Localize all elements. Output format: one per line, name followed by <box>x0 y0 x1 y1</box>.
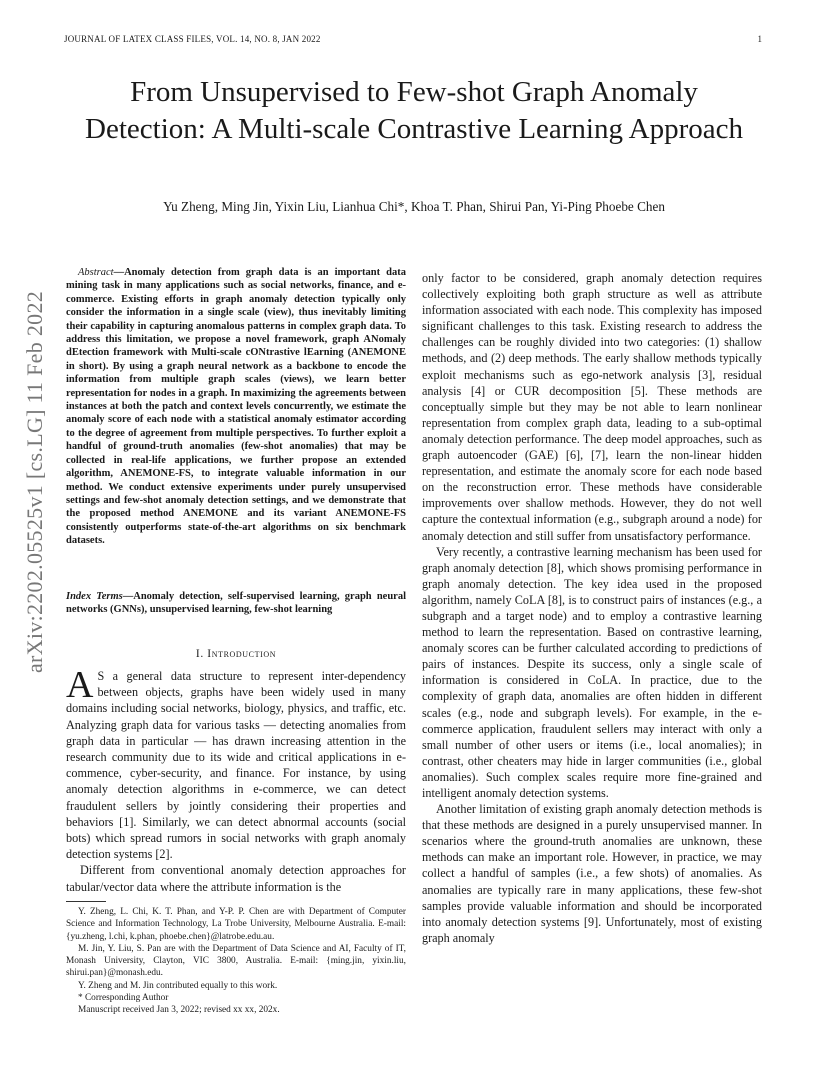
section-number: I. <box>195 648 204 660</box>
footnotes <box>66 906 406 1017</box>
body-paragraph-1: only factor to be considered, graph anomaly detection requires collectively exploiting both graph structure as well as attribute information associated with each node. This complexity has imposed significant challenges to this task. Existing research to address the challenges can be roughly divided into two categories: (1) shallow methods, and (2) deep methods. The early shallow methods typically exploit mechanisms such as ego-network analysis [3], residual analysis [4] or CUR decomposition [5]. These methods are conceptually simple but they may be not able to learn nonlinear representation from complex graph data, leading to a sub-optimal anomaly detection performance. The deep model approaches, such as graph autoencoder (GAE) [6], [7], learn the non-linear hidden representation, and estimate the anomaly score for each node based on the reconstruction error. These methods have considerable improvements over shallow methods. However, they do not well capture the contextual information (e.g., subgraph around a node) for anomaly detection and still suffer from unsatisfactory performance. <box>422 271 762 543</box>
footnote-rule <box>66 901 106 902</box>
footnote-corresponding-author: * Corresponding Author <box>78 993 169 1004</box>
paper-title: From Unsupervised to Few-shot Graph Anomaly Detection: A Multi-scale Contrastive Learning Approach <box>85 76 743 145</box>
footnote-affiliation-2: M. Jin, Y. Liu, S. Pan are with the Department of Data Science and AI, Faculty of IT, Monash University, Clayton, VIC 3800, Australia. E-mail: {ming.jin, yixin.liu, shirui.pan}@monash.edu. <box>66 943 406 979</box>
running-header: JOURNAL OF LATEX CLASS FILES, VOL. 14, NO. 8, JAN 2022 <box>64 34 321 44</box>
index-terms-label: Index Terms <box>66 591 123 602</box>
body-paragraph-3: Another limitation of existing graph anomaly detection methods is that these methods are designed in a purely unsupervised manner. In scenarios where the ground-truth anomalies are unknown, these methods can make an important role. However, in practice, we may collect a handful of samples (i.e., a few shots) of anomalies. As anomalies are typically rare in many applications, these few-shot samples provide valuable information and should be incorporated into anomaly detection systems [9]. Unfortunately, most of existing graph anomaly <box>422 802 762 945</box>
abstract-label: Abstract <box>78 267 114 278</box>
footnote-equal-contribution: Y. Zheng and M. Jin contributed equally to this work. <box>78 980 278 991</box>
abstract-text: —Anomaly detection from graph data is an important data mining task in many applications such as social networks, finance, and e-commerce. Existing efforts in graph anomaly detection typically only consider the information in a single scale (view), thus inevitably limiting their capability in capturing anomalous patterns in complex graph data. To address this limitation, we propose a novel framework, graph ANomaly dEtection framework with Multi-scale cONtrastive lEarning (ANEMONE in short). By using a graph neural network as a backbone to encode the information from multiple graph scales (views), we learn better representation for nodes in a graph. In maximizing the agreements between instances at both the patch and context levels concurrently, we estimate the anomaly score of each node with a statistical anomaly estimator according to the degree of agreement from multiple perspectives. To further exploit a handful of ground-truth anomalies (few-shot anomalies) that may be collected in real-life applications, we further propose an extended algorithm, ANEMONE-FS, to integrate valuable information in our method. We conduct extensive experiments under purely unsupervised settings and few-shot anomaly detection settings, and we demonstrate that the proposed method ANEMONE and its variant ANEMONE-FS consistently outperforms state-of-the-art algorithms on six benchmark datasets. <box>66 267 406 547</box>
arxiv-sidebar-stamp <box>20 286 50 678</box>
section-title: Introduction <box>207 648 277 660</box>
right-column-text <box>422 270 762 946</box>
abstract <box>66 266 406 548</box>
intro-paragraph-1: S a general data structure to represent inter-dependency between objects, graphs have been widely used in many domains including social networks, biology, physics, and traffic, etc. Analyzing graph data for various tasks — detecting anomalies from graph data in particular — has drawn increasing attention in the research community due to its wide and critical applications in e-commence, cyber-security, and finance. For instance, by using anomaly detection algorithms in e-commerce, we can detect fraudulent sellers by jointly considering their properties and behaviors [1]. Similarly, we can detect abnormal accounts (social bots) which spread rumors in social networks with graph anomaly detection systems [2]. <box>66 669 406 862</box>
footnote-manuscript-dates: Manuscript received Jan 3, 2022; revised xx xx, 202x. <box>78 1005 280 1016</box>
arxiv-id: arXiv:2202.05525v1 [cs.LG] 11 Feb 2022 <box>22 290 47 674</box>
index-terms <box>66 590 406 617</box>
index-terms-text: —Anomaly detection, self-supervised learning, graph neural networks (GNNs), unsupervised learning, few-shot learning <box>66 591 406 616</box>
section-heading <box>66 648 406 660</box>
footnote-affiliation-1: Y. Zheng, L. Chi, K. T. Phan, and Y-P. P. Chen are with Department of Computer Science and Information Technology, La Trobe University, Melbourne Australia. E-mail: {yu.zheng, l.chi, k.phan, phoebe.chen}@latrobe.edu.au. <box>66 907 406 942</box>
page-number: 1 <box>757 34 762 44</box>
body-paragraph-2: Very recently, a contrastive learning mechanism has been used for graph anomaly detection [8], which shows promising performance in graph anomaly detection. The key idea used in the proposed algorithm, namely CoLA [8], is to construct pairs of instances (e.g., a subgraph and a target node) and to employ a contrastive learning method to learn the representation. Based on contrastive learning, anomaly scores can be further calculated according to predictions of pairs of instances. Despite its success, only a single scale of information is considered in CoLA. In practice, due to the complexity of graph data, anomalies are often hidden in different scales (e.g., node and subgraph levels). For example, in the e-commerce application, fraudulent sellers may interact with only a small number of other users or items (i.e., local anomalies); in contrast, other cheaters may hide in larger communities (i.e., global anomalies). Such complex scales require more fine-grained and intelligent anomaly detection systems. <box>422 544 762 800</box>
drop-cap: A <box>66 664 94 706</box>
introduction-text <box>66 664 406 895</box>
intro-paragraph-2: Different from conventional anomaly detection approaches for tabular/vector data where the attribute information is the <box>66 863 406 894</box>
author-list: Yu Zheng, Ming Jin, Yixin Liu, Lianhua Chi*, Khoa T. Phan, Shirui Pan, Yi-Ping Phoebe Chen <box>163 199 665 214</box>
